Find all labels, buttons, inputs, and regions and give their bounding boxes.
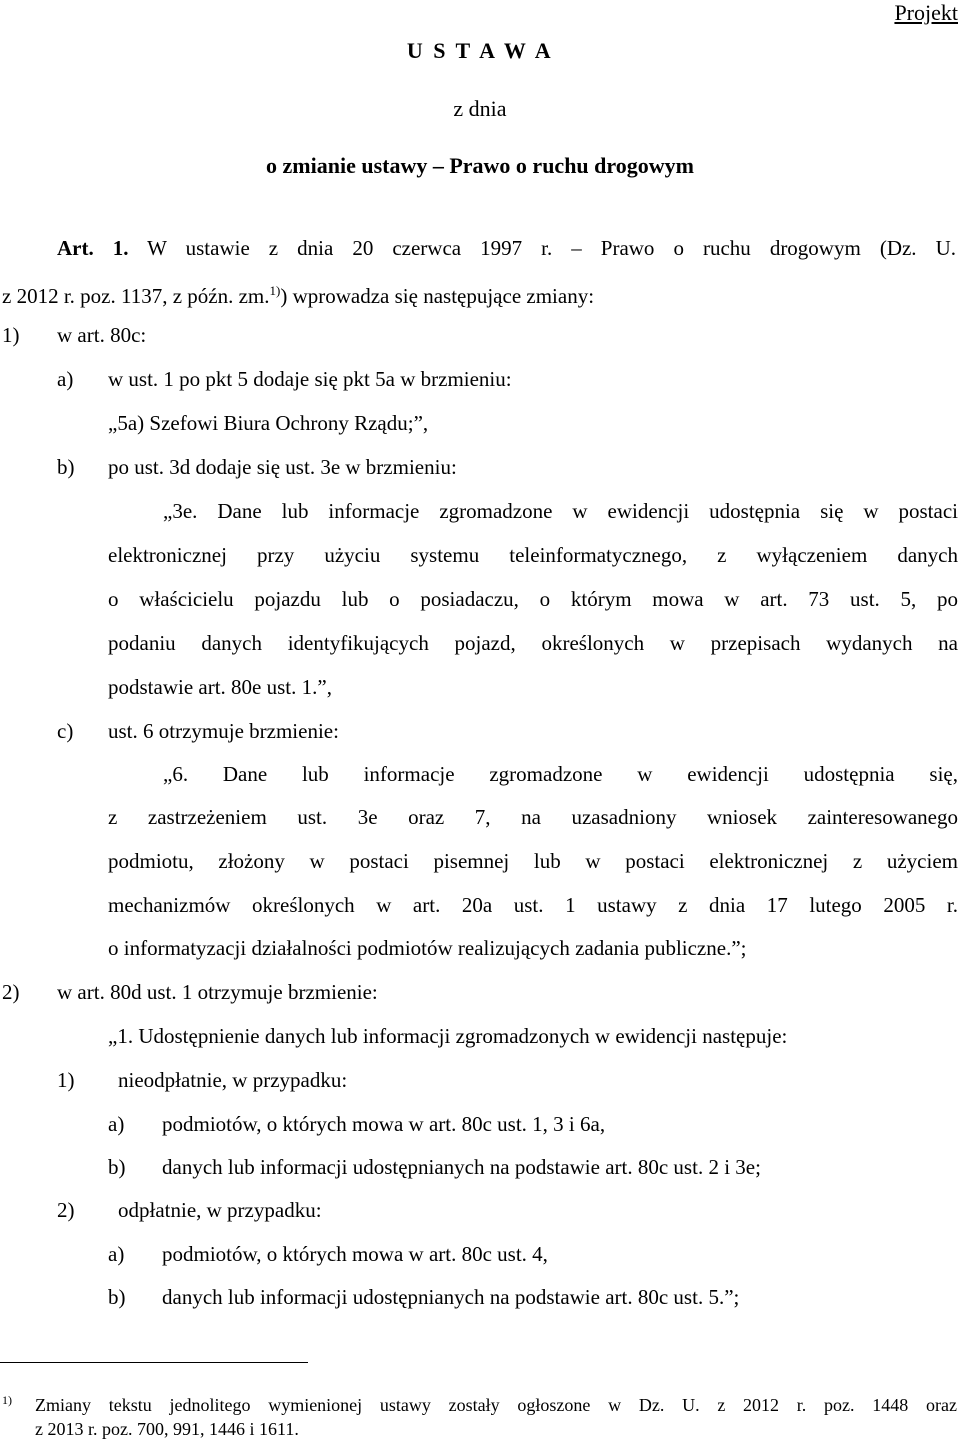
sub-point-2-number: 2)	[57, 1198, 75, 1222]
sub-point-1a-text: podmiotów, o których mowa w art. 80c ust. 1, 3 i 6a,	[162, 1112, 606, 1136]
project-stamp: Projekt	[894, 0, 958, 25]
footnote-line-1: Zmiany tekstu jednolitego wymienionej ustawy zostały ogłoszone w Dz. U. z 2012 r. poz. 1448 oraz	[35, 1395, 957, 1415]
sub-point-2b-number: b)	[108, 1285, 126, 1309]
sub-point-2-text: odpłatnie, w przypadku:	[118, 1198, 322, 1222]
letter-a-number: a)	[57, 367, 74, 391]
quote-5a: „5a) Szefowi Biura Ochrony Rządu;”,	[108, 411, 429, 435]
article-label: Art. 1.	[57, 236, 129, 260]
quote-80d-intro: „1. Udostępnienie danych lub informacji zgromadzonych w ewidencji następuje:	[108, 1024, 788, 1048]
letter-c-number: c)	[57, 719, 74, 743]
sub-point-1-text: nieodpłatnie, w przypadku:	[118, 1068, 348, 1092]
sub-point-1b-text: danych lub informacji udostępnianych na podstawie art. 80c ust. 2 i 3e;	[162, 1155, 761, 1179]
point-2-number: 2)	[2, 980, 20, 1004]
document-title: U S T A W A	[406, 38, 554, 63]
sub-point-1b-number: b)	[108, 1155, 126, 1179]
footnote-line-2: z 2013 r. poz. 700, 991, 1446 i 1611.	[35, 1419, 299, 1439]
footnote-separator	[0, 1362, 308, 1363]
footnote-reference[interactable]: 1)	[269, 283, 281, 298]
document-subject: o zmianie ustawy – Prawo o ruchu drogowym	[266, 153, 694, 178]
quote-3e-line-1: „3e. Dane lub informacje zgromadzone w ewidencji udostępnia się w postaci	[163, 499, 958, 523]
quote-6-line-4: mechanizmów określonych w art. 20a ust. 1 ustawy z dnia 17 lutego 2005 r.	[108, 893, 958, 917]
letter-b-number: b)	[57, 455, 75, 479]
sub-point-2a-text: podmiotów, o których mowa w art. 80c ust. 4,	[162, 1242, 548, 1266]
quote-3e-line-5: podstawie art. 80e ust. 1.”,	[108, 675, 332, 699]
letter-c-text: ust. 6 otrzymuje brzmienie:	[108, 719, 339, 743]
point-2-text: w art. 80d ust. 1 otrzymuje brzmienie:	[57, 980, 378, 1004]
quote-6-line-1: „6. Dane lub informacje zgromadzone w ewidencji udostępnia się,	[163, 762, 958, 786]
article-intro-text-2b: ) wprowadza się następujące zmiany:	[280, 284, 595, 308]
article-intro-line-2	[2, 278, 594, 309]
quote-3e-line-2: elektronicznej przy użyciu systemu teleinformatycznego, z wyłączeniem danych	[108, 543, 958, 567]
quote-3e-line-4: podaniu danych identyfikujących pojazd, określonych w przepisach wydanych na	[108, 631, 958, 655]
article-intro-text-2a: z 2012 r. poz. 1137, z późn. zm.	[2, 284, 270, 308]
sub-point-2a-number: a)	[108, 1242, 125, 1266]
quote-6-line-5: o informatyzacji działalności podmiotów realizujących zadania publiczne.”;	[108, 936, 747, 960]
article-intro-line-1	[57, 235, 956, 261]
quote-3e-line-3: o właścicielu pojazdu lub o posiadaczu, o którym mowa w art. 73 ust. 5, po	[108, 587, 958, 611]
article-intro-text: W ustawie z dnia 20 czerwca 1997 r. – Prawo o ruchu drogowym (Dz. U.	[128, 236, 956, 260]
footnote-number: 1)	[2, 1393, 12, 1407]
sub-point-1-number: 1)	[57, 1068, 75, 1092]
point-1-text: w art. 80c:	[57, 323, 147, 347]
sub-point-1a-number: a)	[108, 1112, 125, 1136]
letter-b-text: po ust. 3d dodaje się ust. 3e w brzmieniu:	[108, 455, 457, 479]
quote-6-line-2: z zastrzeżeniem ust. 3e oraz 7, na uzasadniony wniosek zainteresowanego	[108, 805, 958, 829]
quote-6-line-3: podmiotu, złożony w postaci pisemnej lub w postaci elektronicznej z użyciem	[108, 849, 958, 873]
letter-a-text: w ust. 1 po pkt 5 dodaje się pkt 5a w brzmieniu:	[108, 367, 512, 391]
point-1-number: 1)	[2, 323, 20, 347]
date-line: z dnia	[453, 96, 507, 121]
sub-point-2b-text: danych lub informacji udostępnianych na podstawie art. 80c ust. 5.”;	[162, 1285, 740, 1309]
